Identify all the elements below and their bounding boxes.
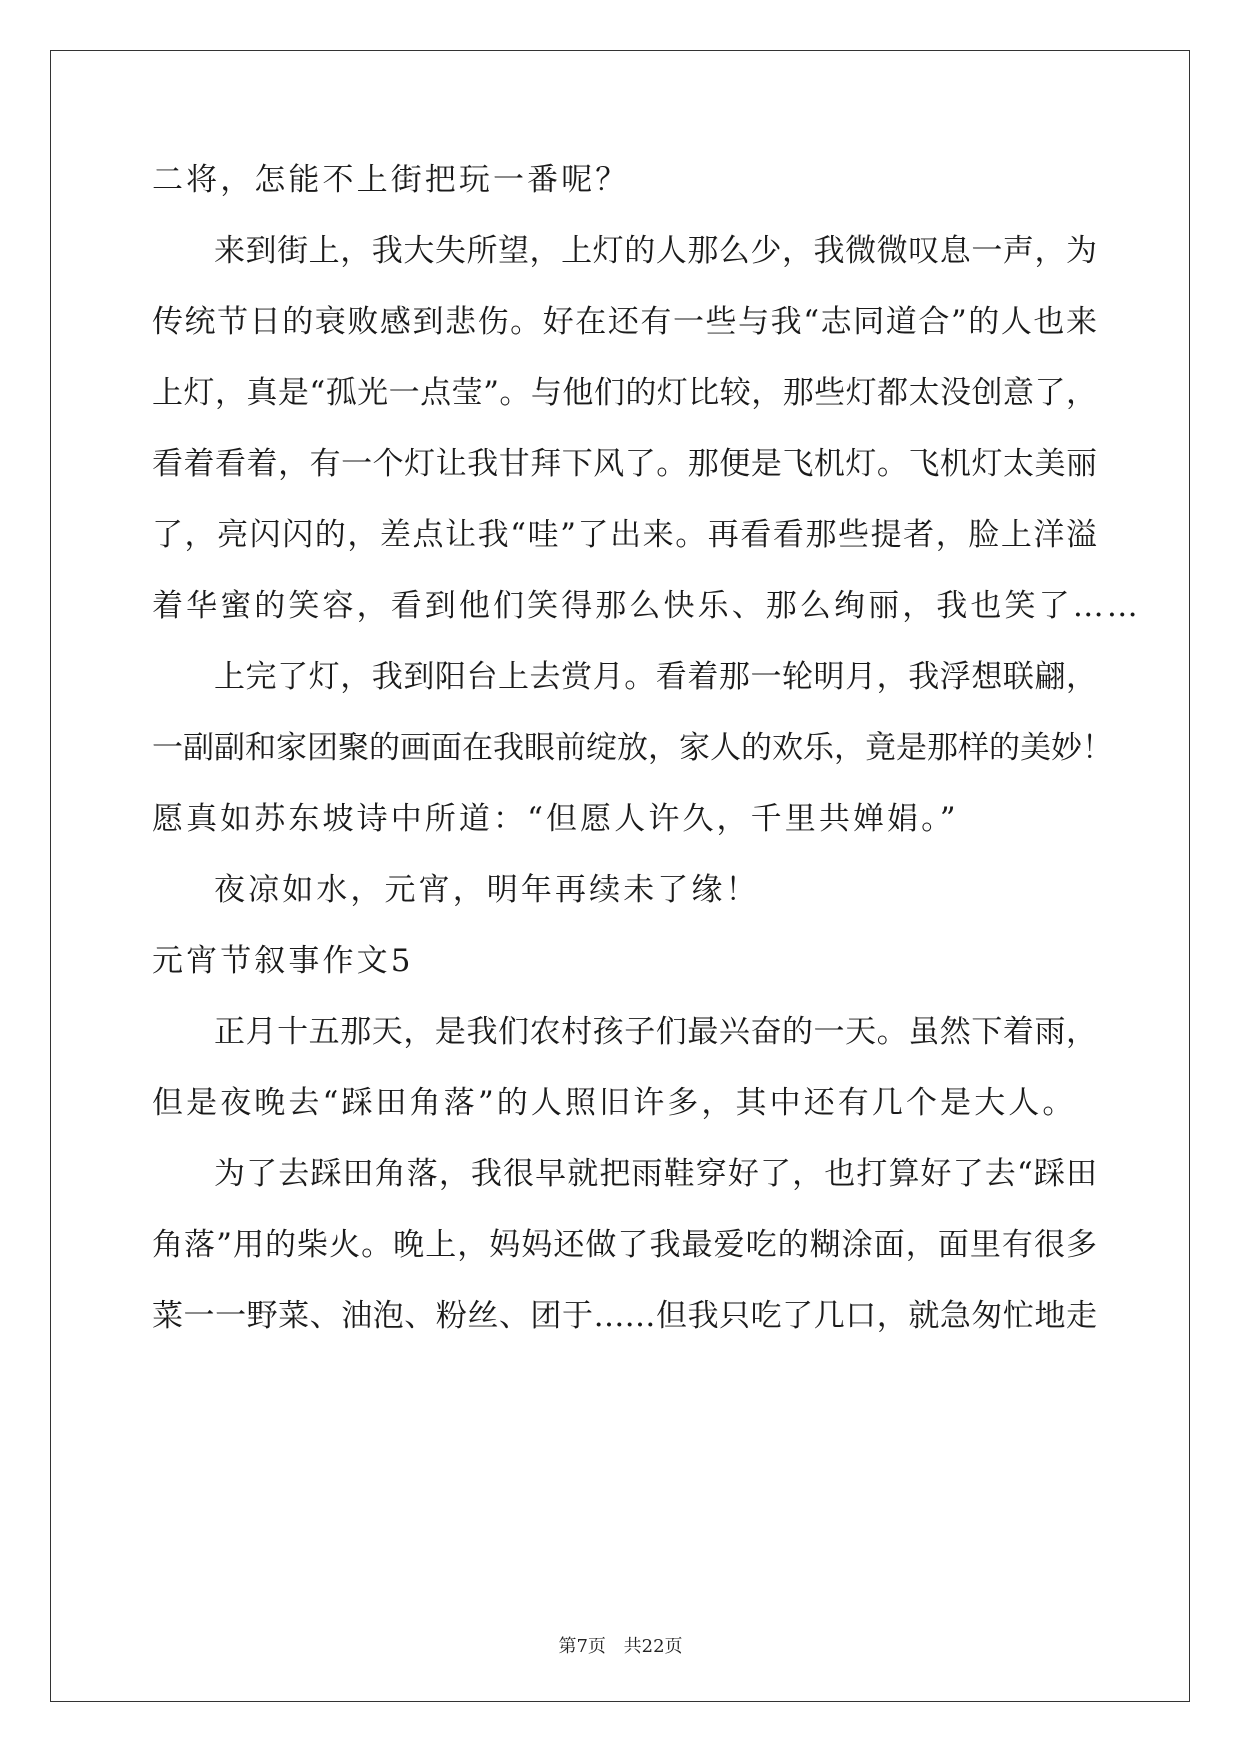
text-line: 愿真如苏东坡诗中所道：“但愿人许久，千里共婵娟。” <box>152 801 959 837</box>
paragraph-start-line: 上完了灯，我到阳台上去赏月。看着那一轮明月，我浮想联翩， <box>214 659 1097 695</box>
text-line: 二将，怎能不上街把玩一番呢？ <box>152 162 630 198</box>
text-line: 着华蜜的笑容，看到他们笑得那么快乐、那么绚丽，我也笑了…… <box>152 588 1141 624</box>
text-line: 传统节日的衰败感到悲伤。好在还有一些与我“志同道合”的人也来 <box>152 304 1097 340</box>
paragraph-start-line: 正月十五那天，是我们农村孩子们最兴奋的一天。虽然下着雨， <box>214 1014 1097 1050</box>
text-line: 上灯，真是“孤光一点莹”。与他们的灯比较，那些灯都太没创意了， <box>152 375 1097 411</box>
text-line: 菜一一野菜、油泡、粉丝、团于……但我只吃了几口，就急匆忙地走 <box>152 1298 1097 1334</box>
page-total: 共22页 <box>623 1636 683 1657</box>
page-footer <box>0 1635 1241 1659</box>
text-line: 角落”用的柴火。晚上，妈妈还做了我最爱吃的糊涂面，面里有很多 <box>152 1227 1097 1263</box>
text-line: 看着看着，有一个灯让我甘拜下风了。那便是飞机灯。飞机灯太美丽 <box>152 446 1097 482</box>
paragraph-start-line: 夜凉如水，元宵，明年再续未了缘！ <box>214 872 760 908</box>
paragraph-start-line: 来到街上，我大失所望，上灯的人那么少，我微微叹息一声，为 <box>214 233 1097 269</box>
page-number: 第7页 <box>558 1636 606 1657</box>
text-line: 了，亮闪闪的，差点让我“哇”了出来。再看看那些提者，脸上洋溢 <box>152 517 1097 553</box>
paragraph-start-line: 为了去踩田角落，我很早就把雨鞋穿好了，也打算好了去“踩田 <box>214 1156 1097 1192</box>
text-line: 但是夜晚去“踩田角落”的人照旧许多，其中还有几个是大人。 <box>152 1085 1077 1121</box>
text-line: 一副副和家团聚的画面在我眼前绽放，家人的欢乐，竟是那样的美妙！ <box>152 730 1113 766</box>
section-heading: 元宵节叙事作文5 <box>152 943 414 979</box>
